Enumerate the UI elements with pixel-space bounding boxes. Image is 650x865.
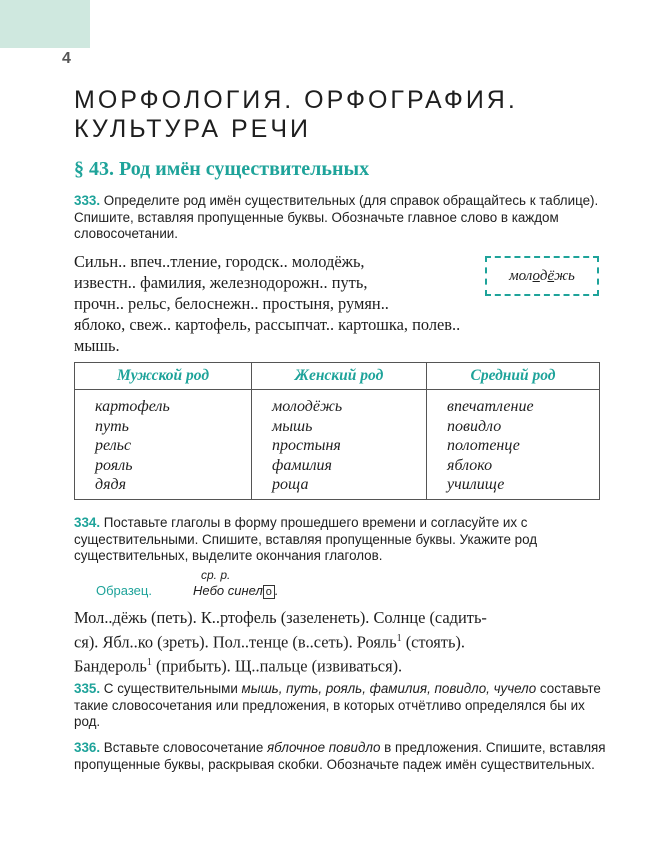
table-header-row [75, 363, 600, 390]
task-334-instructions [74, 515, 606, 565]
sample-text: Небо синел о . [193, 583, 279, 598]
neuter-column: впечатление повидло полотенце яблоко училище [427, 390, 600, 500]
sample-label: Образец. [96, 583, 152, 598]
exercise-line: известн.. фамилия, железнодорожн.. путь, [74, 273, 368, 292]
dictionary-word-box: молодёжь [485, 256, 599, 296]
section-title: § 43. Род имён существительных [74, 158, 370, 180]
phrase: яблочное повидло [267, 740, 381, 755]
chapter-title-line-2: КУЛЬТУРА РЕЧИ [74, 115, 311, 143]
task-334-exercise [74, 607, 487, 677]
task-text: Поставьте глаголы в форму прошедшего времени и согласуйте их с существительными. Спишите, вставляя пропущенные буквы. Укажите род существительных, выделите окончания глаголов. [74, 515, 538, 563]
task-number: 334. [74, 515, 101, 530]
ending-box: о [263, 585, 275, 599]
exercise-line: Сильн.. впеч..тление, городск.. молодёжь, [74, 252, 365, 271]
page-number: 4 [62, 50, 71, 67]
header-masculine: Мужской род [75, 363, 252, 390]
header-neuter: Средний род [427, 363, 600, 390]
exercise-line: мышь. [74, 336, 120, 355]
chapter-title [74, 86, 518, 144]
exercise-line: Бандероль$^1$ (прибыть). Щ..пальце (извиваться). [74, 656, 403, 676]
task-335: 335. С существительными мышь, путь, рояль, фамилия, повидло, чучело составьте такие словосочетания или предложения, в которых отчётливо определялся бы их род. [74, 681, 601, 729]
task-333-instructions [74, 193, 606, 243]
exercise-line: яблоко, свеж.. картофель, рассыпчат.. картошка, полев.. [74, 315, 461, 334]
feminine-column: молодёжь мышь простыня фамилия роща [252, 390, 427, 500]
exercise-line: прочн.. рельс, белоснежн.. простыня, румян.. [74, 294, 389, 313]
task-text: Определите род имён существительных (для справок обращайтесь к таблице). Спишите, вставляя пропущенные буквы. Обозначьте главное слово в каждом словосочетании. [74, 193, 599, 241]
chapter-title-line-1: МОРФОЛОГИЯ. ОРФОГРАФИЯ. [74, 86, 518, 114]
task-number: 333. [74, 193, 101, 208]
table-row [75, 390, 600, 500]
gender-table [74, 362, 600, 500]
exercise-line: Мол..дёжь (петь). К..ртофель (зазеленеть). Солнце (садить- [74, 608, 487, 627]
masculine-column: картофель путь рельс рояль дядя [95, 398, 170, 493]
task-336: 336. Вставьте словосочетание яблочное повидло в предложения. Спишите, вставляя пропущенные буквы, раскрывая скобки. Обозначьте падеж имён существительных. [74, 740, 606, 772]
task-number: 335. [74, 681, 101, 696]
task-number: 336. [74, 740, 101, 755]
page-corner-tab [0, 0, 90, 48]
task-333-exercise [74, 251, 460, 356]
word-list: мышь, путь, рояль, фамилия, повидло, чучело [241, 681, 537, 696]
exercise-line: ся). Ябл..ко (зреть). Пол..тенце (в..сеть). Рояль$^1$ (стоять). [74, 632, 465, 652]
header-feminine: Женский род [252, 363, 427, 390]
sample-gender-mark: ср. р. [201, 568, 231, 582]
